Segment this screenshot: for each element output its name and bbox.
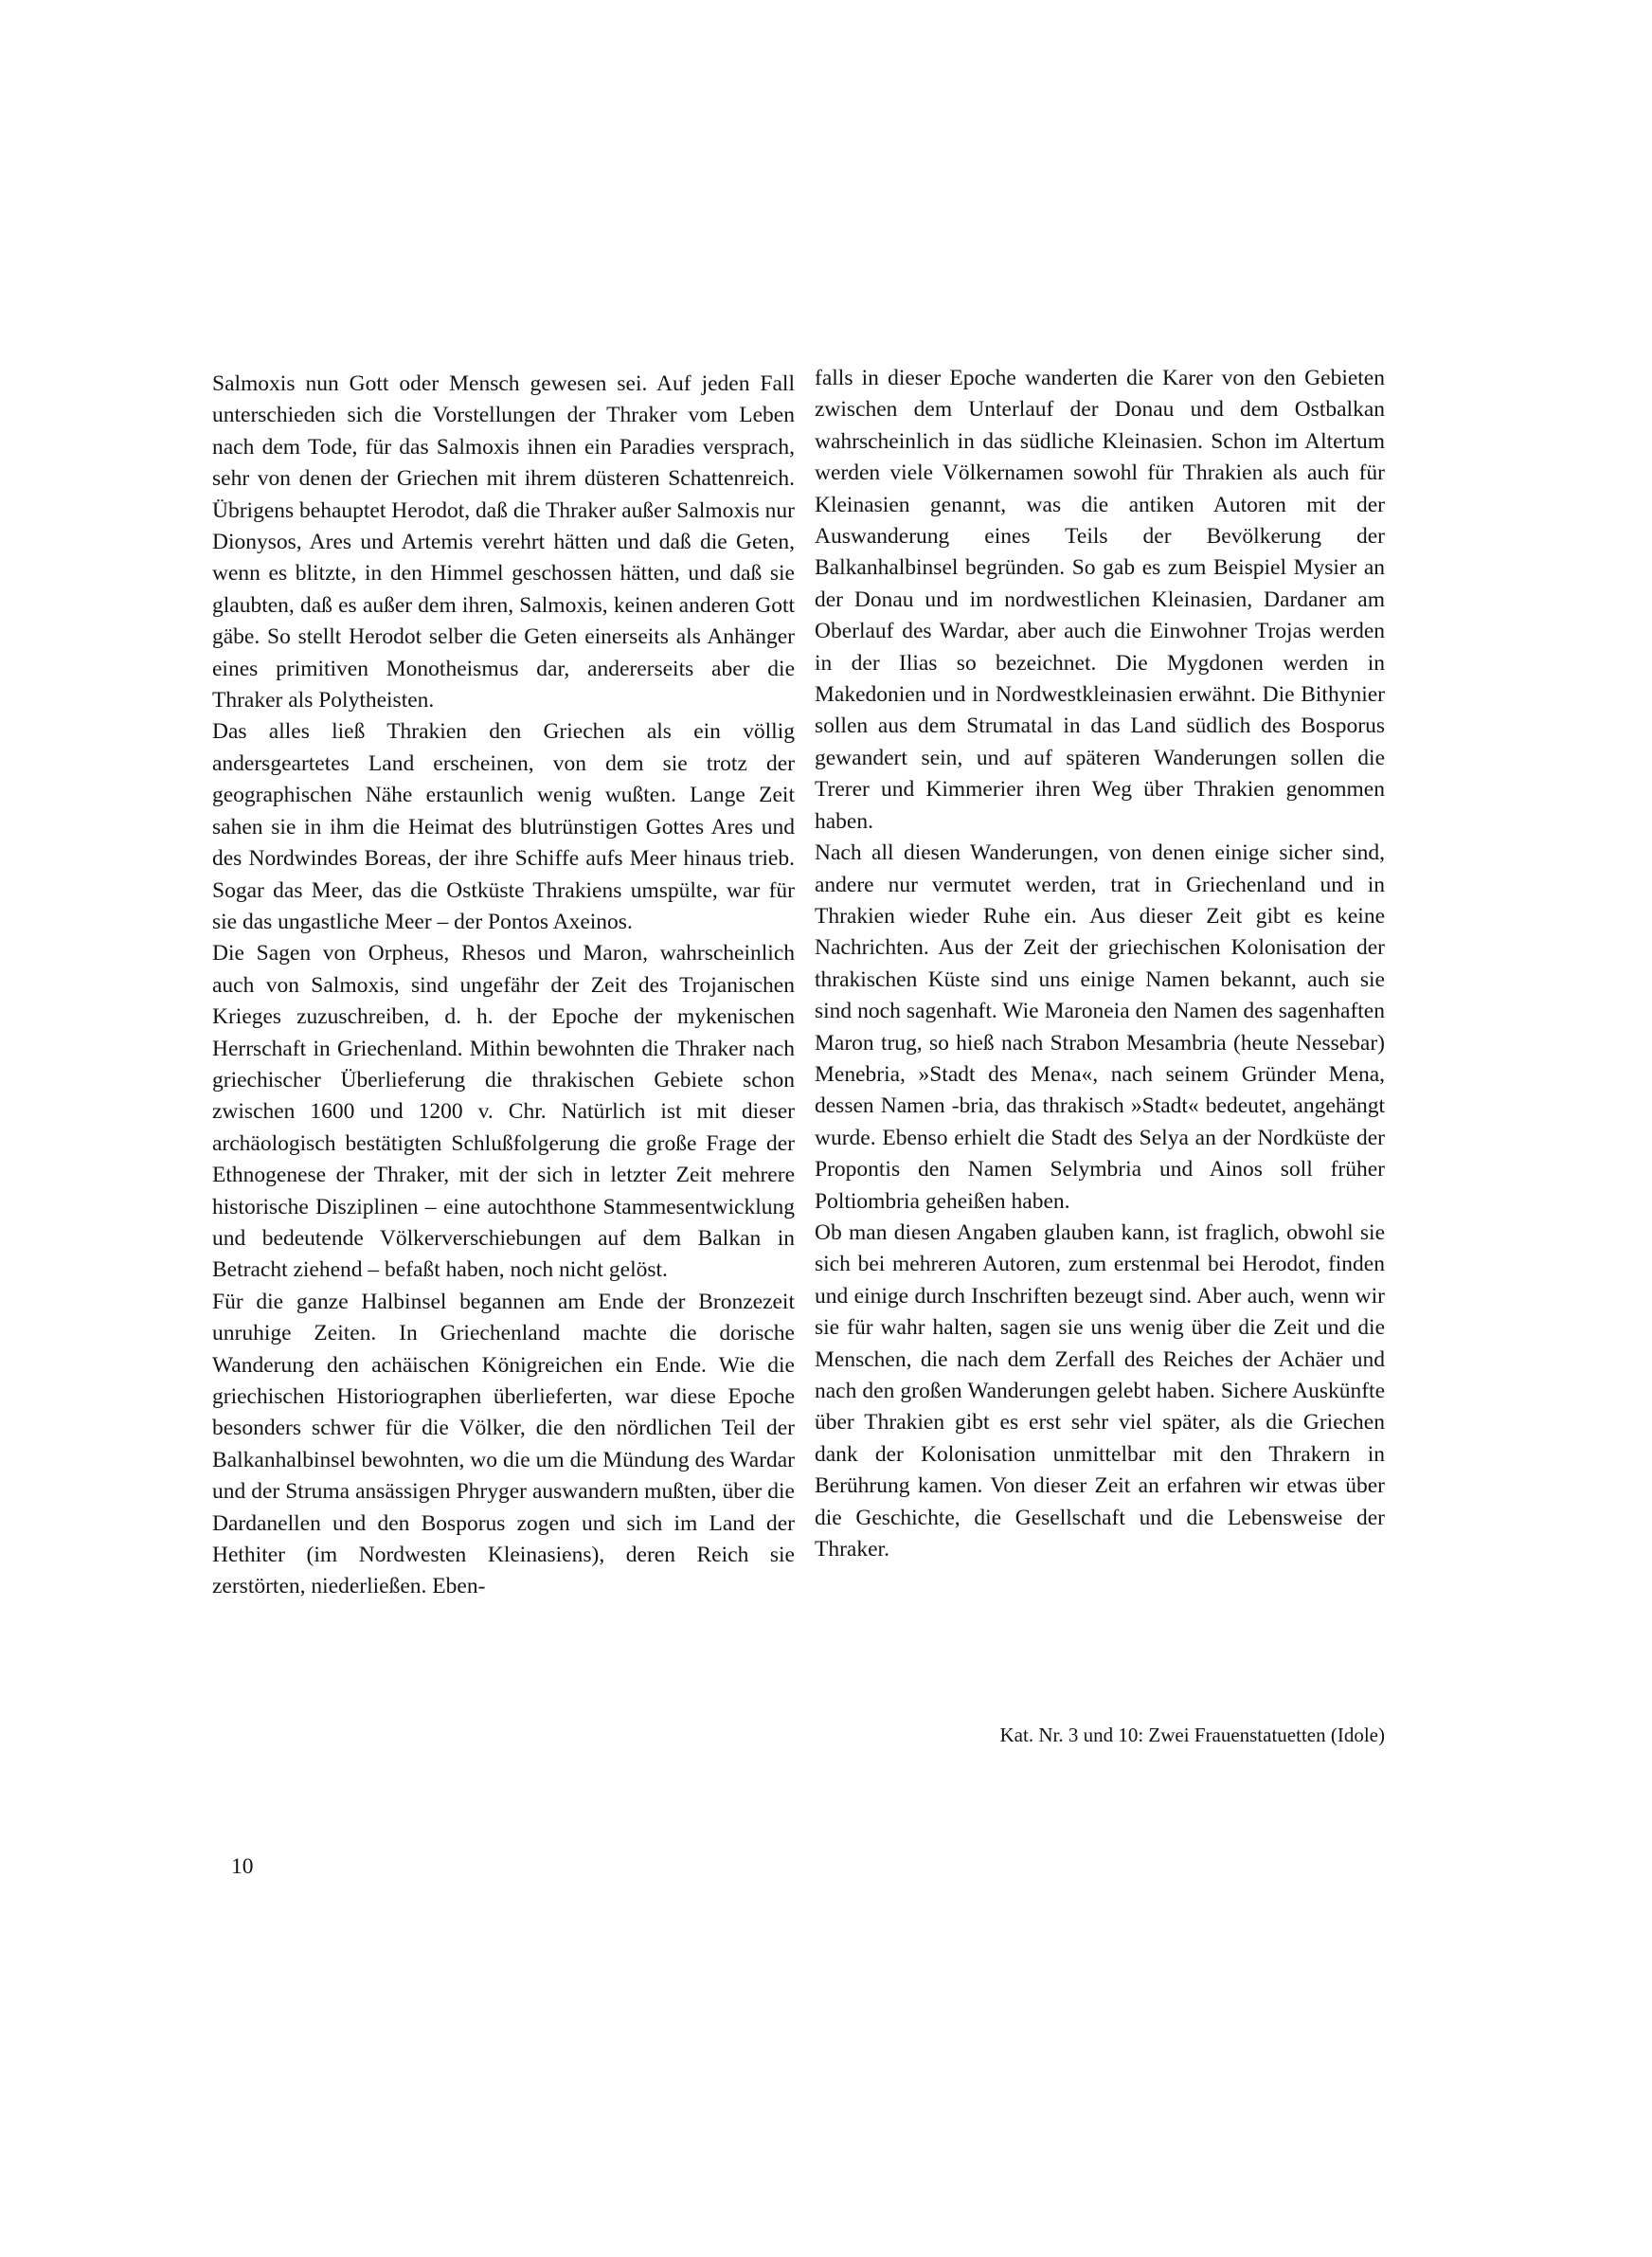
page-number: 10 [231, 1854, 254, 1879]
right-paragraph-1: falls in dieser Epoche wanderten die Karer von den Gebieten zwischen dem Unterlauf der Donau und dem Ostbalkan wahrscheinlich in das südliche Kleinasien. Schon im Altertum werden viele Völkernamen sowohl für Thrakien als auch für Kleinasien genannt, was die antiken Autoren mit der Auswanderung eines Teils der Bevölkerung der Balkanhalbinsel begründen. So gab es zum Beispiel Mysier an der Donau und im nordwestlichen Kleinasien, Dardaner am Oberlauf des Wardar, aber auch die Einwohner Trojas werden in der Ilias so bezeichnet. Die Mygdonen werden in Makedonien und in Nordwestkleinasien erwähnt. Die Bithynier sollen aus dem Strumatal in das Land südlich des Bosporus gewandert sein, und auf späteren Wanderungen sollen die Trerer und Kimmerier ihren Weg über Thrakien genommen haben. [815, 366, 1385, 834]
figure-caption: Kat. Nr. 3 und 10: Zwei Frauenstatuetten (Idole) [999, 1724, 1385, 1746]
left-paragraph-1: Salmoxis nun Gott oder Mensch gewesen sei. Auf jeden Fall unterschieden sich die Vorstellungen der Thraker vom Leben nach dem Tode, für das Salmoxis ihnen ein Paradies versprach, sehr von denen der Griechen mit ihrem düsteren Schattenreich. Übrigens behauptet Herodot, daß die Thraker außer Salmoxis nur Dionysos, Ares und Artemis verehrt hätten und daß die Geten, wenn es blitzte, in den Himmel geschossen hätten, und daß sie glaubten, daß es außer dem ihren, Salmoxis, keinen anderen Gott gäbe. So stellt Herodot selber die Geten einerseits als Anhänger eines primitiven Monotheismus dar, andererseits aber die Thraker als Polytheisten. [212, 371, 795, 713]
right-text-column [815, 363, 1385, 1565]
right-paragraph-3: Ob man diesen Angaben glauben kann, ist fraglich, obwohl sie sich bei mehreren Autoren, zum erstenmal bei Herodot, finden und einige durch Inschriften bezeugt sind. Aber auch, wenn wir sie für wahr halten, sagen sie uns wenig über die Zeit und die Menschen, die nach dem Zerfall des Reiches der Achäer und nach den großen Wanderungen gelebt haben. Sichere Auskünfte über Thrakien gibt es erst sehr viel später, als die Griechen dank der Kolonisation unmittelbar mit den Thrakern in Berührung kamen. Von dieser Zeit an erfahren wir etwas über die Geschichte, die Gesellschaft und die Lebensweise der Thraker. [815, 1219, 1385, 1562]
left-text-column [212, 369, 795, 1603]
left-paragraph-3: Die Sagen von Orpheus, Rhesos und Maron, wahrscheinlich auch von Salmoxis, sind ungefähr der Zeit des Trojanischen Krieges zuzuschreiben, d. h. der Epoche der mykenischen Herrschaft in Griechenland. Mithin bewohnten die Thraker nach griechischer Überlieferung die thrakischen Gebiete schon zwischen 1600 und 1200 v. Chr. Natürlich ist mit dieser archäologisch bestätigten Schlußfolgerung die große Frage der Ethnogenese der Thraker, mit der sich in letzter Zeit mehrere historische Disziplinen – eine autochthone Stammesentwicklung und bedeutende Völkerverschiebungen auf dem Balkan in Betracht ziehend – befaßt haben, noch nicht gelöst. [212, 941, 795, 1283]
left-paragraph-2: Das alles ließ Thrakien den Griechen als ein völlig andersgeartetes Land erscheinen, von dem sie trotz der geographischen Nähe erstaunlich wenig wußten. Lange Zeit sahen sie in ihm die Heimat des blutrünstigen Gottes Ares und des Nordwindes Boreas, der ihre Schiffe aufs Meer hinaus trieb. Sogar das Meer, das die Ostküste Thrakiens umspülte, war für sie das ungastliche Meer – der Pontos Axeinos. [212, 719, 795, 934]
right-paragraph-2: Nach all diesen Wanderungen, von denen einige sicher sind, andere nur vermutet werden, trat in Griechenland und in Thrakien wieder Ruhe ein. Aus dieser Zeit gibt es keine Nachrichten. Aus der Zeit der griechischen Kolonisation der thrakischen Küste sind uns einige Namen bekannt, auch sie sind noch sagenhaft. Wie Maroneia den Namen des sagenhaften Maron trug, so hieß nach Strabon Mesambria (heute Nessebar) Menebria, »Stadt des Mena«, nach seinem Gründer Mena, dessen Namen -bria, das thrakisch »Stadt« bedeutet, angehängt wurde. Ebenso erhielt die Stadt des Selya an der Nordküste der Propontis den Namen Selymbria und Ainos soll früher Poltiombria geheißen haben. [815, 840, 1385, 1214]
left-paragraph-4: Für die ganze Halbinsel begannen am Ende der Bronzezeit unruhige Zeiten. In Griechenland machte die dorische Wanderung den achäischen Königreichen ein Ende. Wie die griechischen Historiographen überlieferten, war diese Epoche besonders schwer für die Völker, die den nördlichen Teil der Balkanhalbinsel bewohnten, wo die um die Mündung des Wardar und der Struma ansässigen Phryger auswandern mußten, über die Dardanellen und den Bosporus zogen und sich im Land der Hethiter (im Nordwesten Kleinasiens), deren Reich sie zerstörten, niederließen. Eben- [212, 1289, 795, 1599]
